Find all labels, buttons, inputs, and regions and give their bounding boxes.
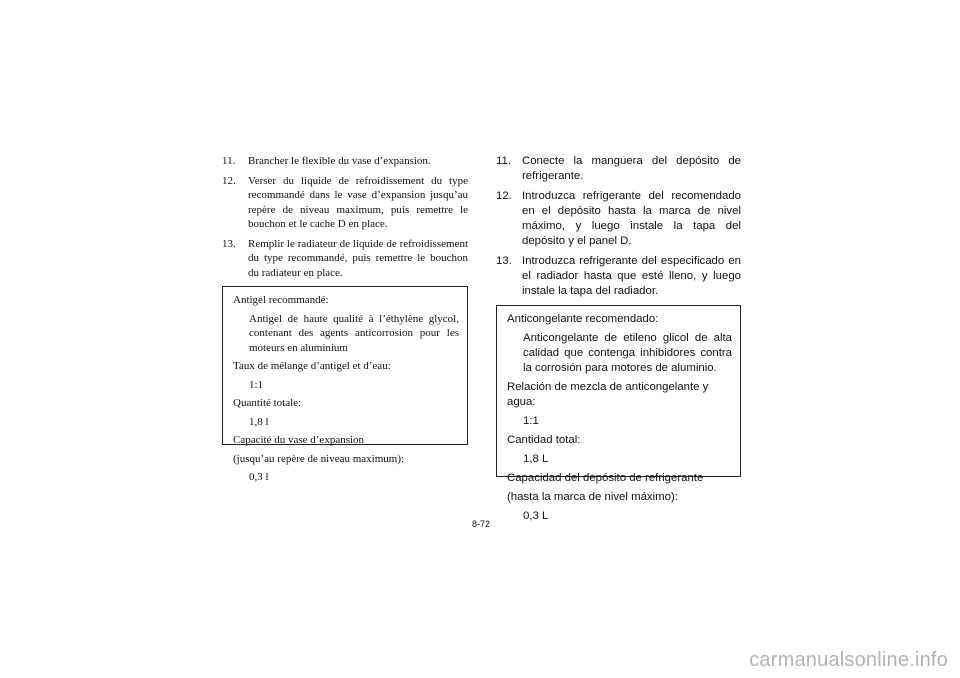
french-steps xyxy=(222,154,468,280)
reservoir-value: 0,3 l xyxy=(249,471,269,483)
antifreeze-label: Anticongelante recomendado: xyxy=(507,313,659,325)
spanish-step-12 xyxy=(496,189,741,249)
reservoir-label-1: Capacidad del depósito de refrigerante xyxy=(507,472,704,484)
step-text: Remplir le radiateur de liquide de refroidissement du type recommandé, puis remettre le bouchon du radiateur en place. xyxy=(248,237,468,279)
ratio-value: 1:1 xyxy=(249,378,264,391)
step-text: Introduzca refrigerante del recomendado en el depósito hasta la marca de nivel máximo, y luego instale la tapa del depósito y el panel D. xyxy=(522,190,741,247)
ratio-value: 1:1 xyxy=(523,415,539,427)
ratio-label: Taux de mélange d’antigel et d’eau: xyxy=(233,360,391,372)
french-column xyxy=(222,154,468,483)
step-number: 13. xyxy=(222,237,236,250)
reservoir-label-2: (jusqu’au repère de niveau maximum): xyxy=(233,452,405,465)
antifreeze-value: Antigel de haute qualité à l’éthylène glycol, contenant des agents anticorrosion pour les moteurs en aluminium xyxy=(249,312,459,354)
step-number: 12. xyxy=(222,174,236,187)
french-spec-box xyxy=(222,286,468,483)
ratio-label: Relación de mezcla de anticongelante y agua: xyxy=(507,381,709,408)
total-label: Quantité totale: xyxy=(233,397,302,409)
french-step-11 xyxy=(222,154,468,169)
page-number: 8-72 xyxy=(472,519,491,529)
reservoir-label-2: (hasta la marca de nivel máximo): xyxy=(507,491,678,503)
step-number: 13. xyxy=(496,255,512,267)
step-number: 12. xyxy=(496,190,512,202)
spanish-step-11 xyxy=(496,154,741,184)
total-label: Cantidad total: xyxy=(507,434,581,446)
step-text: Verser du liquide de refroidissement du type recommandé dans le vase d’expansion jusqu’au repère de niveau maximum, puis remettre le bouchon et le cache D en place. xyxy=(248,174,468,230)
total-value: 1,8 L xyxy=(523,453,549,465)
french-step-13 xyxy=(222,237,468,281)
total-value: 1,8 l xyxy=(249,415,269,428)
french-step-12 xyxy=(222,174,468,232)
step-text: Introduzca refrigerante del especificado en el radiador hasta que esté lleno, y luego instale la tapa del radiador. xyxy=(522,255,741,297)
antifreeze-value: Anticongelante de etileno glicol de alta calidad que contenga inhibidores contra la corrosión para motores de aluminio. xyxy=(523,332,732,374)
step-number: 11. xyxy=(222,155,236,167)
watermark: carmanualsonline.info xyxy=(749,649,948,671)
step-text: Conecte la manguera del depósito de refrigerante. xyxy=(522,155,741,182)
spanish-step-13 xyxy=(496,254,741,299)
spanish-spec-box xyxy=(496,305,741,522)
spanish-steps xyxy=(496,154,741,299)
reservoir-value: 0,3 L xyxy=(523,510,549,522)
antifreeze-label: Antigel recommandé: xyxy=(233,294,329,306)
spanish-column xyxy=(496,154,741,522)
reservoir-label-1: Capacité du vase d’expansion xyxy=(233,434,365,446)
step-number: 11. xyxy=(496,155,511,167)
step-text: Brancher le flexible du vase d’expansion. xyxy=(248,155,431,167)
